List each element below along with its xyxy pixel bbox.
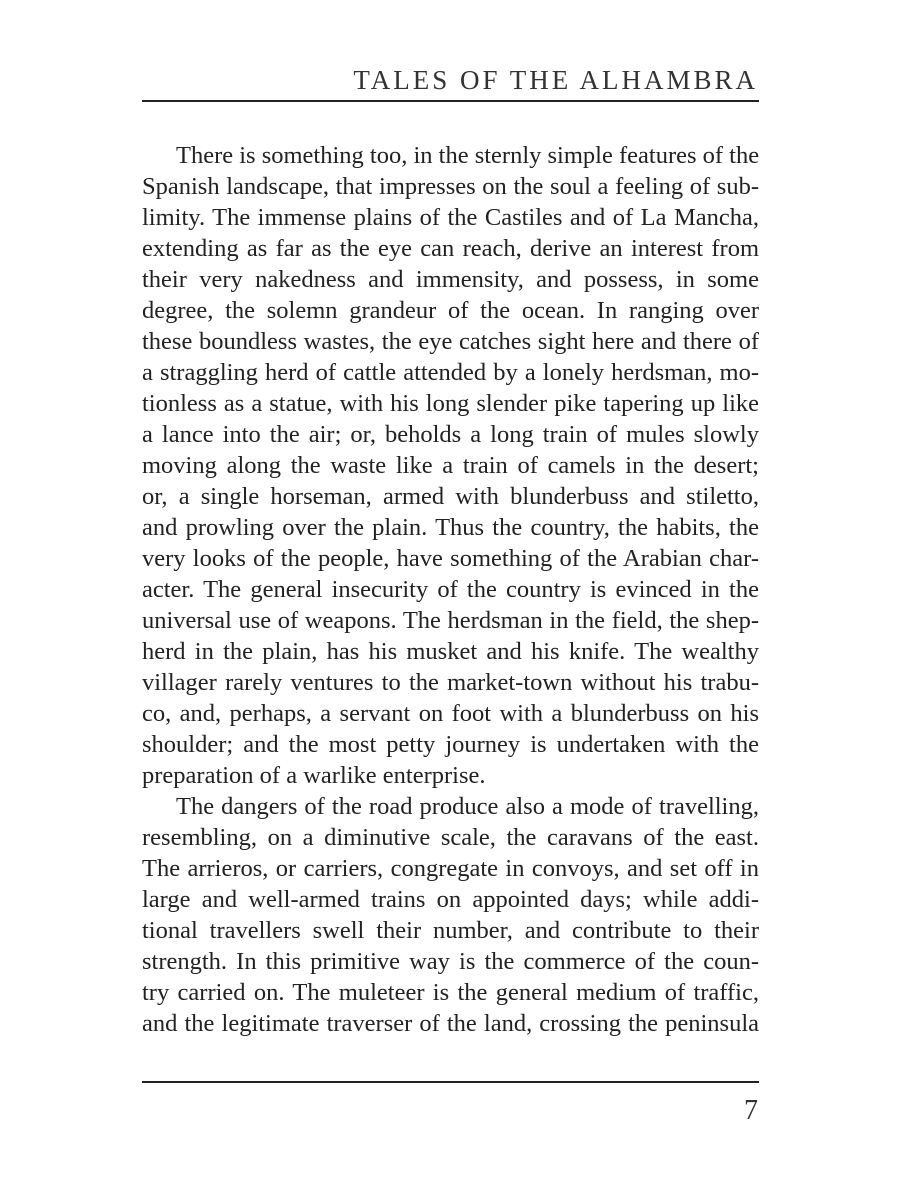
text-line: universal use of weapons. The herdsman in the field, the shep-	[142, 607, 759, 634]
text-line: The dangers of the road produce also a mode of travelling,	[176, 793, 759, 820]
header-rule	[142, 100, 759, 102]
text-line: a straggling herd of cattle attended by a lonely herdsman, mo-	[142, 359, 759, 386]
text-line: extending as far as the eye can reach, derive an interest from	[142, 235, 759, 262]
text-line: limity. The immense plains of the Castiles and of La Mancha,	[142, 204, 759, 231]
text-line: herd in the plain, has his musket and his knife. The wealthy	[142, 638, 759, 665]
body-text	[142, 140, 759, 1039]
text-line: Spanish landscape, that impresses on the soul a feeling of sub-	[142, 173, 759, 200]
text-line: The arrieros, or carriers, congregate in convoys, and set off in	[142, 855, 759, 882]
text-line: acter. The general insecurity of the country is evinced in the	[142, 576, 759, 603]
paragraph	[142, 791, 759, 1039]
paragraph	[142, 140, 759, 791]
text-line: and prowling over the plain. Thus the country, the habits, the	[142, 514, 759, 541]
text-line: these boundless wastes, the eye catches sight here and there of	[142, 328, 759, 355]
text-line: resembling, on a diminutive scale, the caravans of the east.	[142, 824, 759, 851]
text-line: and the legitimate traverser of the land, crossing the peninsula	[142, 1010, 759, 1037]
footer-rule	[142, 1081, 759, 1083]
text-line: try carried on. The muleteer is the general medium of traffic,	[142, 979, 759, 1006]
text-line: strength. In this primitive way is the commerce of the coun-	[142, 948, 759, 975]
running-head: TALES OF THE ALHAMBRA	[353, 65, 758, 95]
text-line: There is something too, in the sternly simple features of the	[176, 142, 760, 169]
text-line: very looks of the people, have something of the Arabian char-	[142, 545, 759, 572]
text-line: tional travellers swell their number, and contribute to their	[142, 917, 759, 944]
text-line: shoulder; and the most petty journey is undertaken with the	[142, 731, 759, 758]
text-line: tionless as a statue, with his long slender pike tapering up like	[142, 390, 759, 417]
text-line: moving along the waste like a train of camels in the desert;	[142, 452, 759, 479]
text-line: degree, the solemn grandeur of the ocean. In ranging over	[142, 297, 759, 324]
text-line: preparation of a warlike enterprise.	[142, 762, 486, 789]
text-line: a lance into the air; or, beholds a long train of mules slowly	[142, 421, 759, 448]
text-line: their very nakedness and immensity, and possess, in some	[142, 266, 759, 293]
page-number: 7	[744, 1095, 758, 1126]
text-line: large and well-armed trains on appointed days; while addi-	[142, 886, 759, 913]
text-line: villager rarely ventures to the market-town without his trabu-	[142, 669, 759, 696]
text-line: co, and, perhaps, a servant on foot with a blunderbuss on his	[142, 700, 759, 727]
text-line: or, a single horseman, armed with blunderbuss and stiletto,	[142, 483, 759, 510]
